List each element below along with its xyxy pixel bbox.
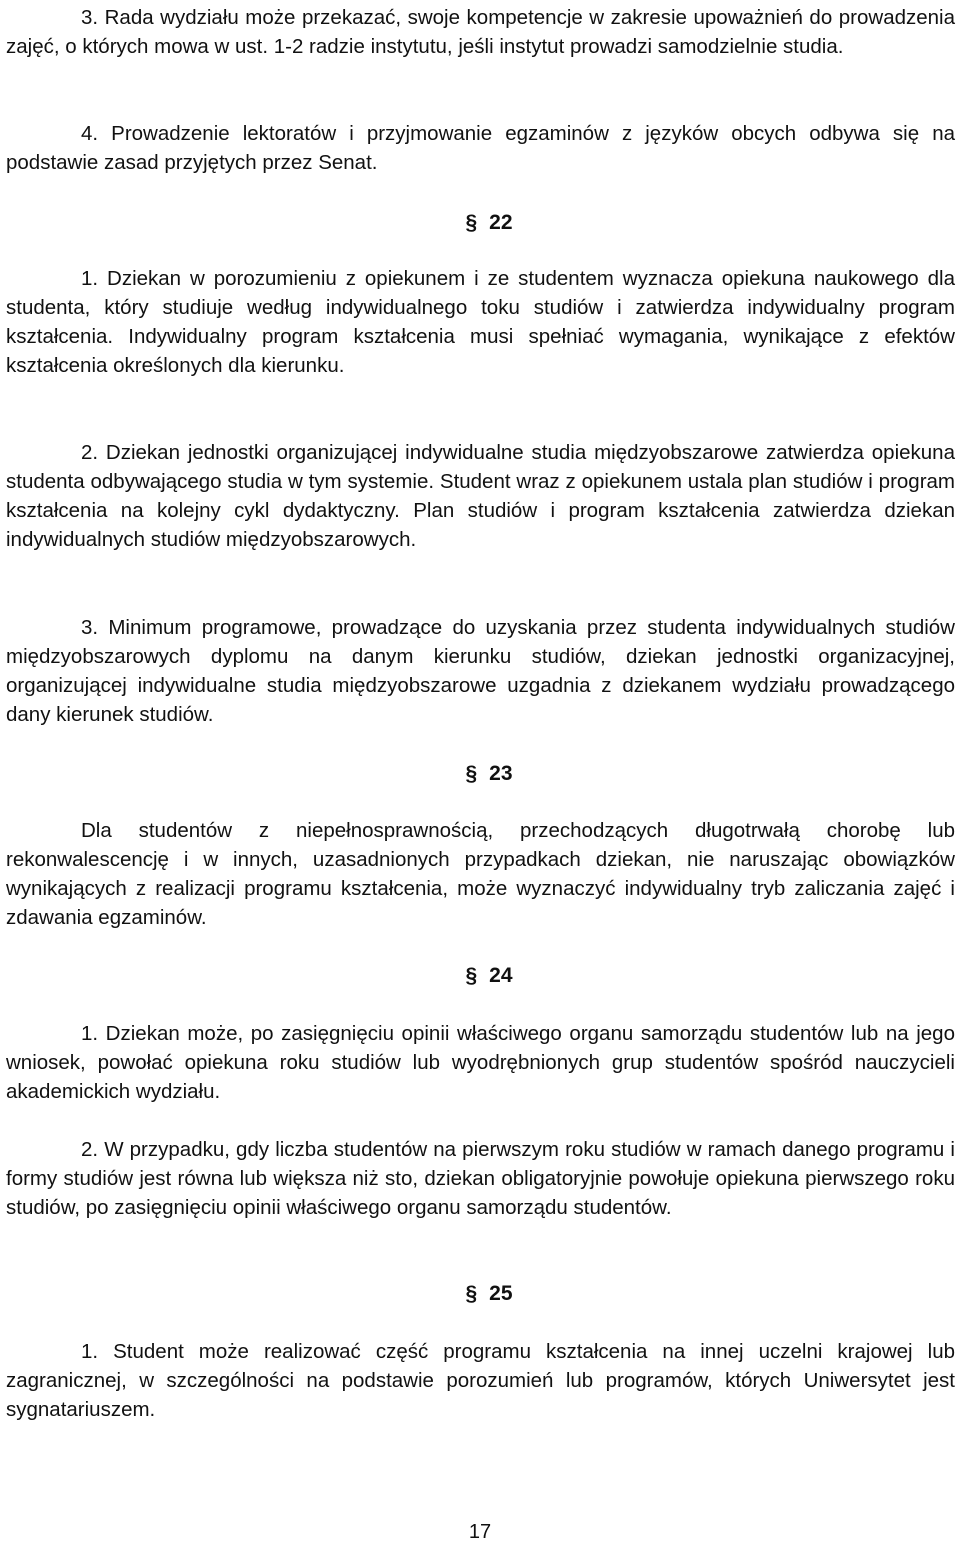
section-heading-25 <box>0 1279 960 1309</box>
paragraph-24-2: 2. W przypadku, gdy liczba studentów na pierwszym roku studiów w ramach danego programu i formy studiów jest równa lub większa niż sto, dziekan obligatoryjnie powołuje opiekuna pierwszego roku studiów, po zasięgnięciu opinii właściwego organu samorządu studentów. <box>6 1138 955 1219</box>
paragraph-22-3: 3. Minimum programowe, prowadzące do uzyskania przez studenta indywidualnych studiów międzyobszarowych dyplomu na danym kierunku studiów, dziekan jednostki organizacyjnej, organizującej indywidualne studia międzyobszarowe uzgadnia z dziekanem wydziału prowadzącego dany kierunek studiów. <box>6 616 955 726</box>
section-symbol: § <box>465 211 478 234</box>
section-heading-22 <box>0 208 960 238</box>
paragraph-23: Dla studentów z niepełnosprawnością, przechodzących długotrwałą chorobę lub rekonwalescencję i w innych, uzasadnionych przypadkach dziekan, nie naruszając obowiązków wynikających z realizacji programu kształcenia, może wyznaczyć indywidualny tryb zaliczania zajęć i zdawania egzaminów. <box>6 819 955 929</box>
section-number: 23 <box>489 762 513 785</box>
section-number: 24 <box>489 964 513 987</box>
paragraph-24-1: 1. Dziekan może, po zasięgnięciu opinii właściwego organu samorządu studentów lub na jego wniosek, powołać opiekuna roku studiów lub wyodrębnionych grup studentów spośród nauczycieli akademickich wydziału. <box>6 1022 955 1103</box>
paragraph-25-1: 1. Student może realizować część programu kształcenia na innej uczelni krajowej lub zagranicznej, w szczególności na podstawie porozumień lub programów, których Uniwersytet jest sygnatariuszem. <box>6 1340 955 1421</box>
paragraph-21-4: 4. Prowadzenie lektoratów i przyjmowanie egzaminów z języków obcych odbywa się na podstawie zasad przyjętych przez Senat. <box>6 122 955 174</box>
section-symbol: § <box>465 762 478 785</box>
section-number: 25 <box>489 1282 513 1305</box>
section-number: 22 <box>489 211 513 234</box>
page-number: 17 <box>468 1521 492 1543</box>
paragraph-21-3: 3. Rada wydziału może przekazać, swoje kompetencje w zakresie upoważnień do prowadzenia zajęć, o których mowa w ust. 1-2 radzie instytutu, jeśli instytut prowadzi samodzielnie studia. <box>6 6 955 58</box>
paragraph-22-1: 1. Dziekan w porozumieniu z opiekunem i ze studentem wyznacza opiekuna naukowego dla studenta, który studiuje według indywidualnego toku studiów i zatwierdza indywidualny program kształcenia. Indywidualny program kształcenia musi spełniać wymagania, wynikające z efektów kształcenia określonych dla kierunku. <box>6 267 955 377</box>
section-symbol: § <box>465 1282 478 1305</box>
section-heading-23 <box>0 759 960 789</box>
paragraph-22-2: 2. Dziekan jednostki organizującej indywidualne studia międzyobszarowe zatwierdza opiekuna studenta odbywającego studia w tym systemie. Student wraz z opiekunem ustala plan studiów i program kształcenia na kolejny cykl dydaktyczny. Plan studiów i program kształcenia zatwierdza dziekan indywidualnych studiów międzyobszarowych. <box>6 441 955 551</box>
section-symbol: § <box>465 964 478 987</box>
section-heading-24 <box>0 961 960 991</box>
